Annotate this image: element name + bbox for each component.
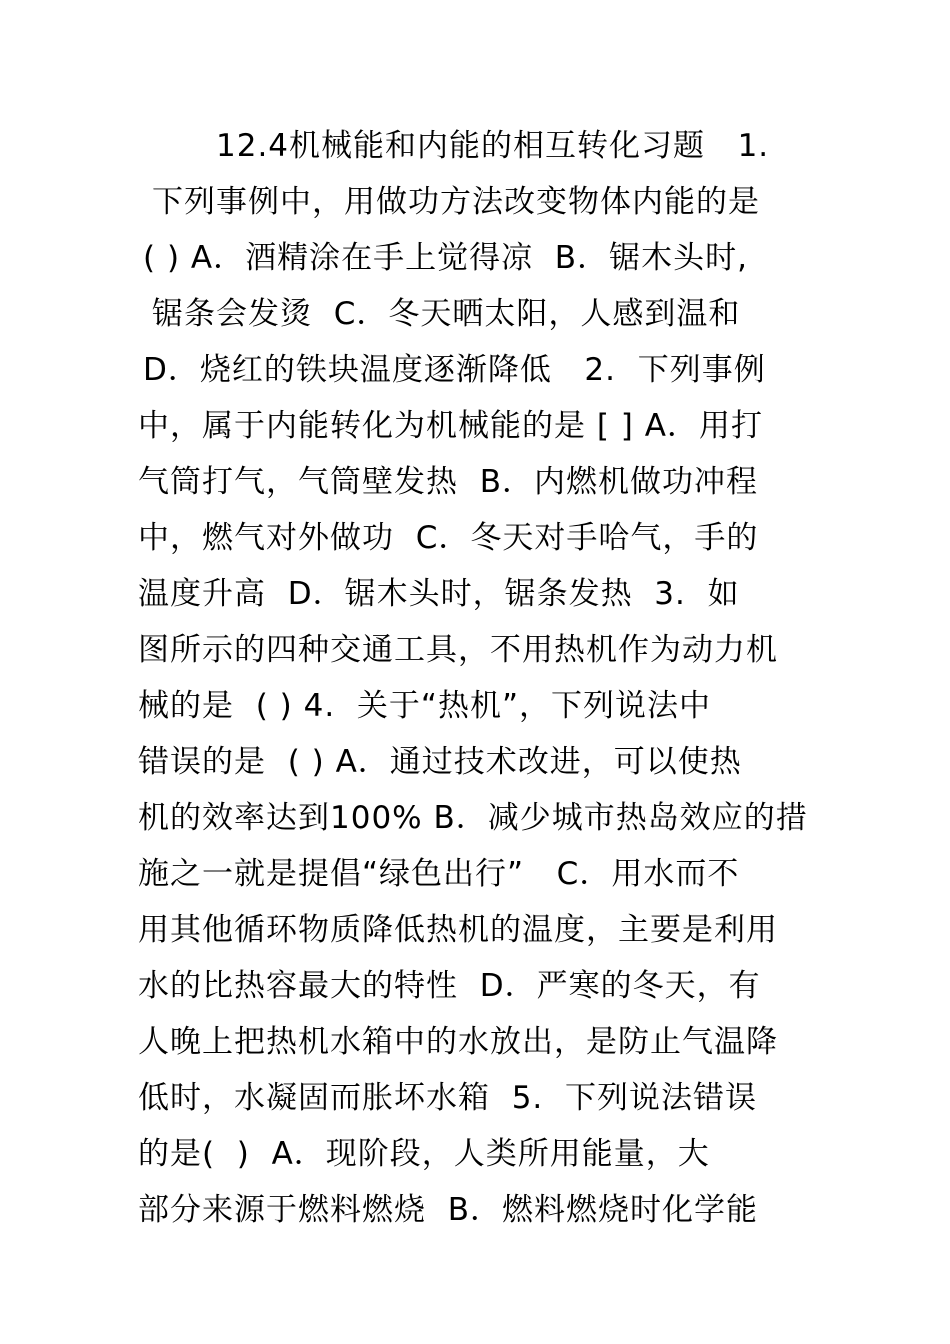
text-line-1: 12.4机械能和内能的相互转化习题 1. [216,128,770,164]
text-line-15: 用其他循环物质降低热机的温度，主要是利用 [138,912,778,948]
text-line-17: 人晚上把热机水箱中的水放出，是防止气温降 [138,1024,778,1060]
text-line-18: 低时，水凝固而胀坏水箱 5. 下列说法错误 [138,1080,757,1116]
text-line-9: 温度升高 D．锯木头时，锯条发热 3. 如 [138,576,740,612]
text-line-10: 图所示的四种交通工具，不用热机作为动力机 [138,632,778,668]
text-line-2: 下列事例中，用做功方法改变物体内能的是 [152,184,760,220]
text-line-7: 气筒打气，气筒壁发热 B．内燃机做功冲程 [138,464,758,500]
text-line-3: ( ) A．酒精涂在手上觉得凉 B．锯木头时, [143,240,748,276]
text-line-20: 部分来源于燃料燃烧 B．燃料燃烧时化学能 [138,1192,758,1228]
text-line-14: 施之一就是提倡“绿色出行” C．用水而不 [138,856,740,892]
text-line-11: 械的是 ( ) 4. 关于“热机”，下列说法中 [138,688,712,724]
text-line-4: 锯条会发烫 C．冬天晒太阳，人感到温和 [152,296,741,332]
text-line-19: 的是( ) A．现阶段，人类所用能量，大 [138,1136,710,1172]
text-line-5: D．烧红的铁块温度逐渐降低 2. 下列事例 [143,352,766,388]
text-line-6: 中，属于内能转化为机械能的是 [ ] A．用打 [138,408,763,444]
text-line-13: 机的效率达到100% B．减少城市热岛效应的措 [138,800,808,836]
text-line-12: 错误的是 ( ) A．通过技术改进，可以使热 [138,744,742,780]
text-line-8: 中，燃气对外做功 C．冬天对手哈气，手的 [138,520,759,556]
text-line-16: 水的比热容最大的特性 D．严寒的冬天，有 [138,968,761,1004]
